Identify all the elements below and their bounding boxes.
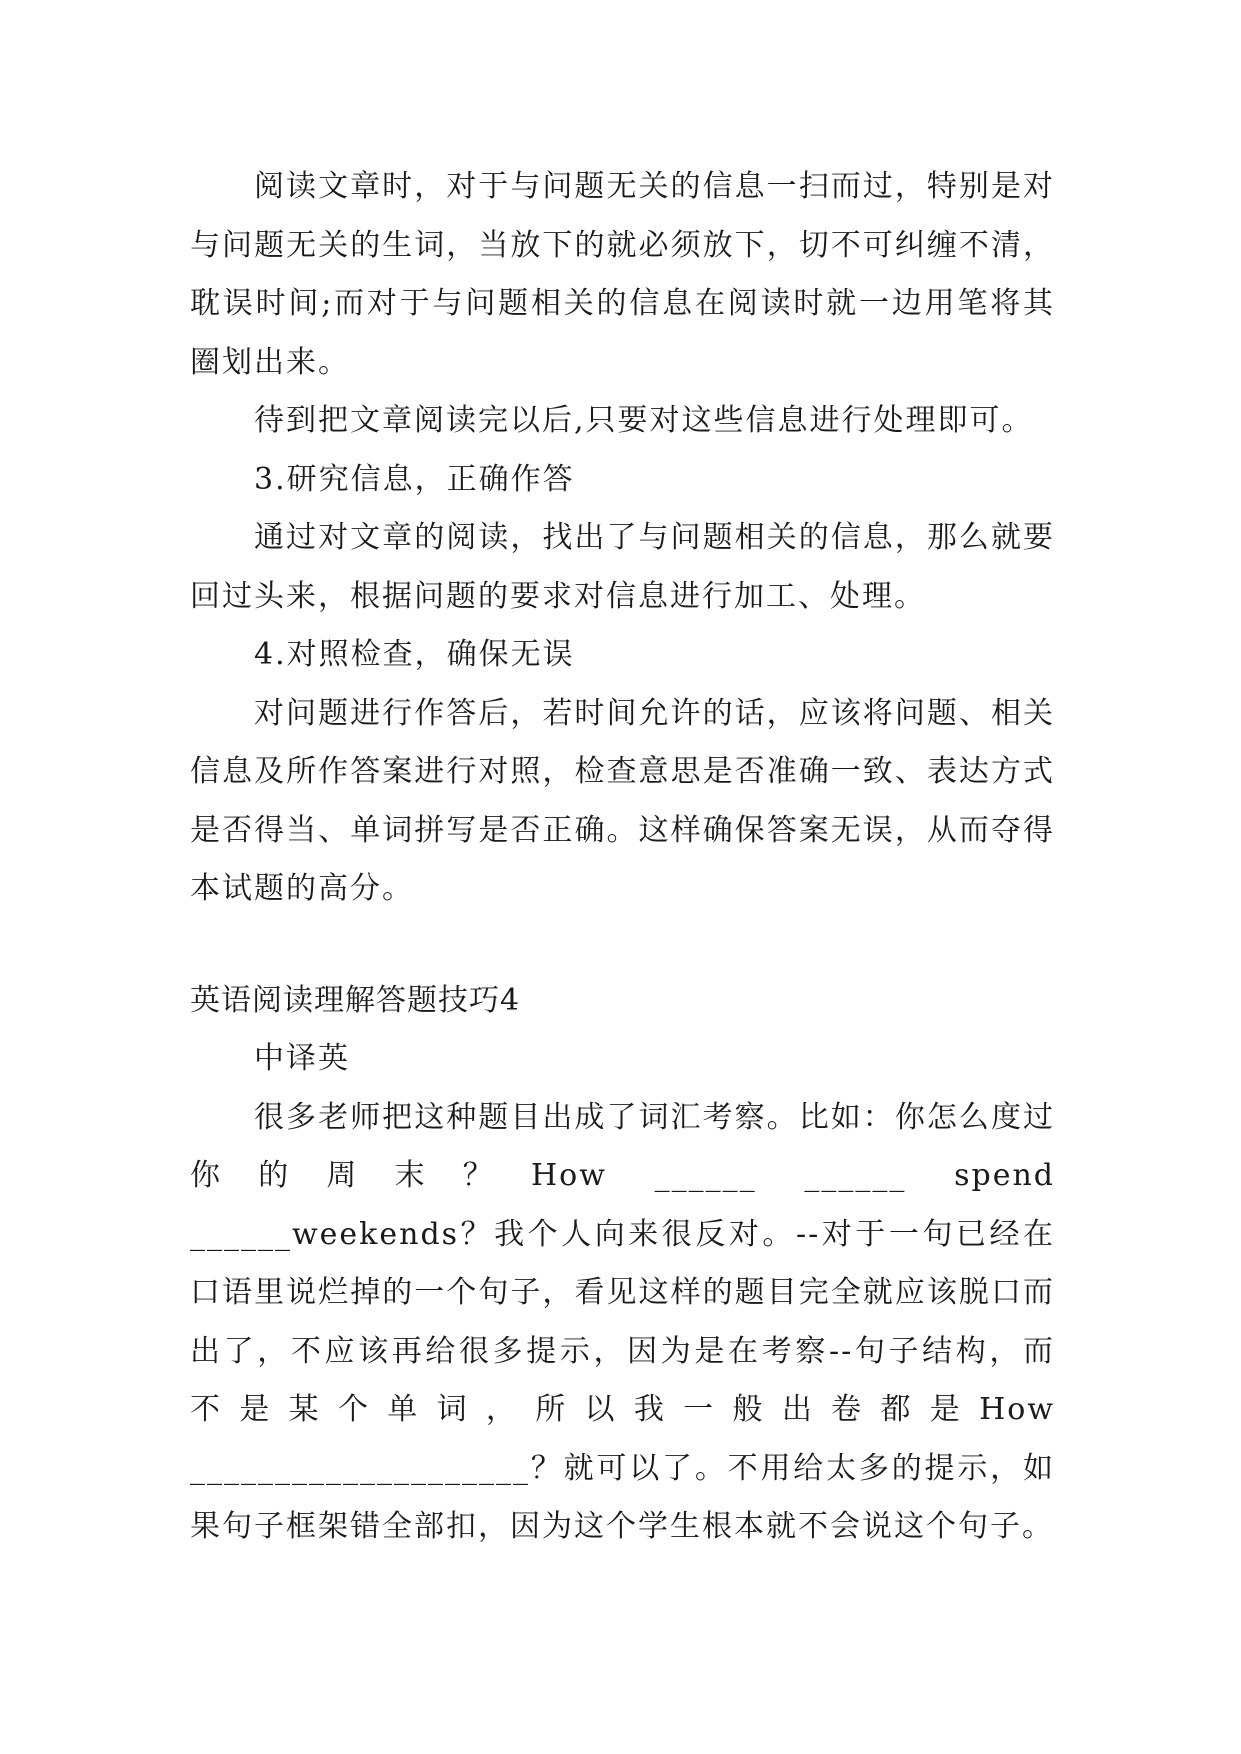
paragraph: 对问题进行作答后，若时间允许的话，应该将问题、相关信息及所作答案进行对照，检查意思是否准确一致、表达方式是否得当、单词拼写是否正确。这样确保答案无误，从而夺得本试题的高分。 [190,695,1055,906]
list-step-heading: 3.研究信息，正确作答 [254,461,575,497]
paragraph: 通过对文章的阅读，找出了与问题相关的信息，那么就要回过头来，根据问题的要求对信息进行加工、处理。 [190,520,1055,614]
list-step-heading: 4.对照检查，确保无误 [254,637,575,672]
section-heading: 英语阅读理解答题技巧4 [190,982,521,1018]
paragraph: 待到把文章阅读完以后,只要对这些信息进行处理即可。 [254,403,1034,438]
paragraph: 阅读文章时，对于与问题无关的信息一扫而过，特别是对与问题无关的生词，当放下的就必须放下，切不可纠缠不清，耽误时间;而对于与问题相关的信息在阅读时就一边用笔将其圈划出来。 [190,169,1055,380]
document-body [190,158,1055,1557]
sub-heading: 中译英 [254,1041,350,1076]
paragraph: 很多老师把这种题目出成了词汇考察。比如：你怎么度过你的周末？How ______ ______ spend ______weekends？我个人向来很反对。--对于一句已经在口语里说烂掉的一个句子，看见这样的题目完全就应该脱口而出了，不应该再给很多提示，因为是在考察--句子结构，而 不是某个单词，所以我一般出卷都是How ____________________？就可以了。不用给太多的提示，如果句子框架错全部扣，因为这个学生根本就不会说这个句子。 [190,1099,1055,1544]
